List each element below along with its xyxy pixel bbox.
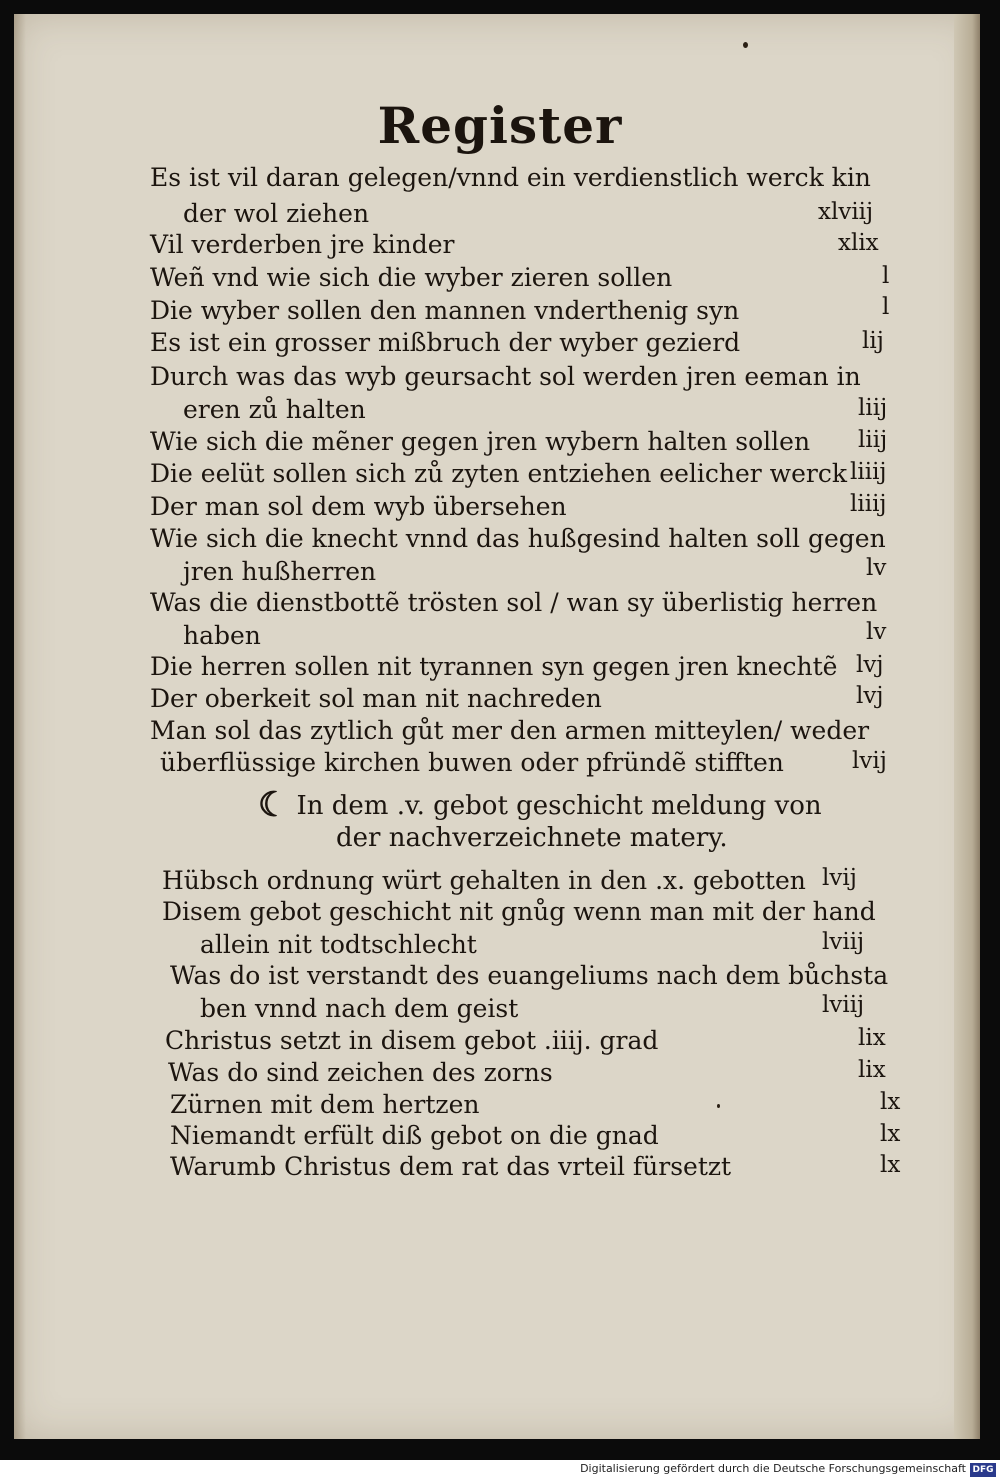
entry-line: eren zů halten (183, 395, 366, 424)
ink-dot (717, 1104, 720, 1108)
entry-page-number: lvij (822, 865, 857, 891)
entry-line: Die eelüt sollen sich zů zyten entziehen eelicher werck (150, 459, 847, 488)
page-gutter-shadow (14, 14, 26, 1439)
entry-line: allein nit todtschlecht (200, 930, 477, 959)
footer-credit-text: Digitalisierung gefördert durch die Deutsche Forschungsgemeinschaft (580, 1462, 966, 1475)
entry-line: der wol ziehen (183, 199, 370, 228)
entry-page-number: lviij (822, 929, 865, 955)
dfg-logo-icon: DFG (970, 1463, 996, 1477)
entry-line: Warumb Christus dem rat das vrteil fürsetzt (170, 1152, 732, 1181)
entry-line: haben (183, 621, 261, 650)
entry-line: Was do sind zeichen des zorns (168, 1058, 553, 1087)
entry-page-number: liiij (850, 491, 887, 517)
entry-page-number: l (882, 294, 890, 320)
entry-line: Es ist ein grosser mißbruch der wyber gezierd (150, 328, 741, 357)
entry-page-number: lix (858, 1057, 886, 1083)
entry-page-number: lix (858, 1025, 886, 1051)
entry-line: Niemandt erfült diß gebot on die gnad (170, 1121, 659, 1150)
entry-line: Man sol das zytlich gůt mer den armen mitteylen/ weder (150, 716, 870, 745)
entry-page-number: liij (858, 427, 888, 453)
entry-line: Es ist vil daran gelegen/vnnd ein verdienstlich werck kin (150, 163, 871, 192)
entry-line: Die wyber sollen den mannen vnderthenig syn (150, 296, 740, 325)
entry-line: Was die dienstbottẽ trösten sol / wan sy überlistig herren (150, 588, 878, 617)
entry-page-number: lvij (852, 748, 887, 774)
entry-page-number: lx (880, 1121, 901, 1147)
entry-page-number: liij (858, 395, 888, 421)
section-heading-line-1 (258, 785, 822, 825)
section-heading-text: In dem .v. gebot geschicht meldung von (296, 791, 822, 821)
section-mark-icon: ☾ (258, 785, 289, 825)
entry-line: Zürnen mit dem hertzen (170, 1090, 480, 1119)
entry-page-number: liiij (850, 459, 887, 485)
entry-line: Die herren sollen nit tyrannen syn gegen jren knechtẽ (150, 652, 838, 681)
entry-page-number: l (882, 263, 890, 289)
entry-line: Christus setzt in disem gebot .iiij. grad (165, 1026, 659, 1055)
page-heading: Register (377, 96, 623, 155)
entry-page-number: lvj (856, 683, 884, 709)
entry-page-number: lij (862, 328, 884, 354)
entry-line: Was do ist verstandt des euangeliums nach dem bůchsta (170, 961, 889, 990)
entry-page-number: lv (866, 619, 887, 645)
entry-line: Hübsch ordnung würt gehalten in den .x. gebotten (162, 866, 806, 895)
entry-page-number: lx (880, 1089, 901, 1115)
page-spine (954, 14, 980, 1439)
entry-line: überflüssige kirchen buwen oder pfründẽ stifften (160, 748, 784, 777)
section-heading-line-2: der nachverzeichnete matery. (336, 823, 728, 853)
entry-line: Der man sol dem wyb übersehen (150, 492, 567, 521)
entry-line: Durch was das wyb geursacht sol werden jren eeman in (150, 362, 861, 391)
entry-page-number: lv (866, 555, 887, 581)
entry-line: jren hußherren (183, 557, 377, 586)
entry-page-number: lx (880, 1152, 901, 1178)
entry-page-number: xlix (838, 230, 879, 256)
entry-line: Wie sich die knecht vnnd das hußgesind halten soll gegen (150, 524, 886, 553)
entry-page-number: lvj (856, 652, 884, 678)
ink-dot (743, 42, 748, 48)
entry-page-number: lviij (822, 992, 865, 1018)
entry-page-number: xlviij (818, 199, 874, 225)
entry-line: ben vnnd nach dem geist (200, 994, 519, 1023)
entry-line: Disem gebot geschicht nit gnůg wenn man mit der hand (162, 897, 876, 926)
digitization-footer (0, 1460, 1000, 1481)
entry-line: Weñ vnd wie sich die wyber zieren sollen (150, 263, 673, 292)
entry-line: Vil verderben jre kinder (150, 230, 455, 259)
entry-line: Der oberkeit sol man nit nachreden (150, 684, 602, 713)
entry-line: Wie sich die mẽner gegen jren wybern halten sollen (150, 427, 811, 456)
